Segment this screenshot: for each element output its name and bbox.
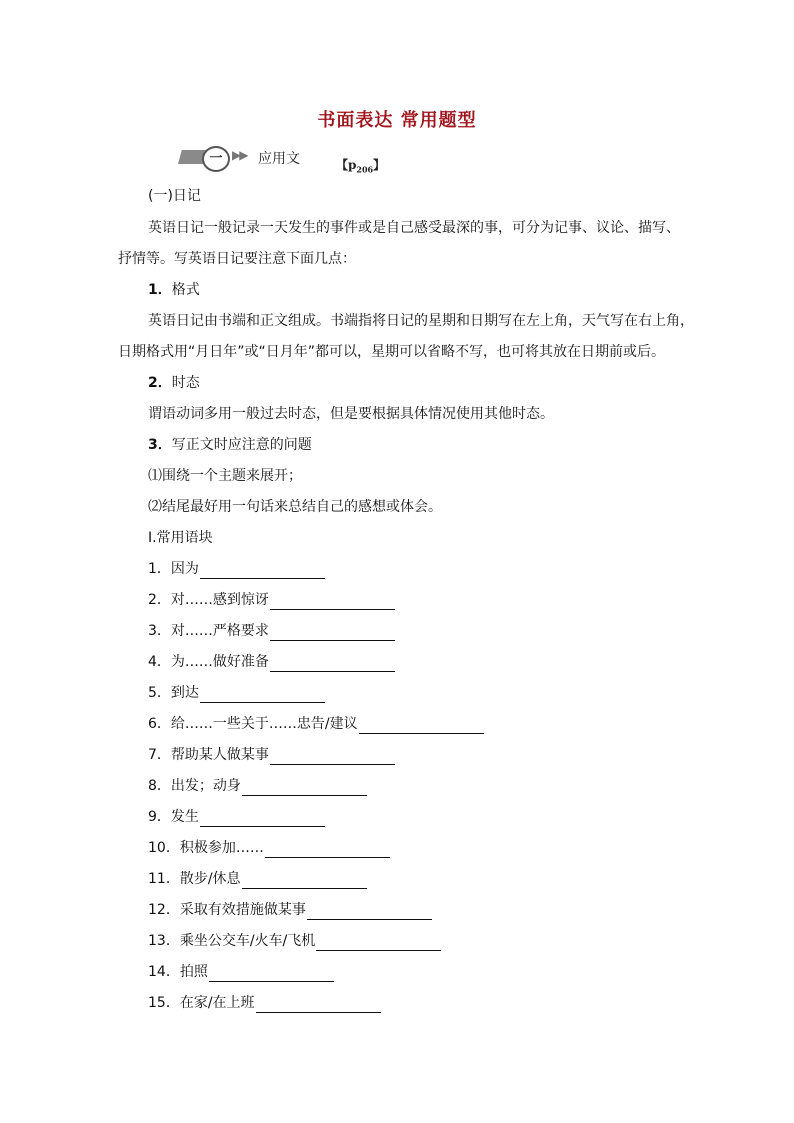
answer-blank[interactable]	[270, 749, 395, 765]
phrase-item: 9．发生	[148, 807, 325, 827]
answer-blank[interactable]	[200, 687, 325, 703]
point-body: ⑴围绕一个主题来展开；	[148, 468, 302, 484]
banner-label: 应用文	[258, 151, 300, 167]
banner-number: 一	[202, 146, 230, 172]
answer-blank[interactable]	[200, 563, 325, 579]
answer-blank[interactable]	[359, 718, 484, 734]
answer-blank[interactable]	[265, 842, 390, 858]
point-body: 英语日记由书端和正文组成。书端指将日记的星期和日期写在左上角，天气写在右上角，	[148, 313, 694, 329]
phrase-item: 5．到达	[148, 683, 325, 703]
point-body: 日期格式用“月日年”或“日月年”都可以，星期可以省略不写，也可将其放在日期前或后。	[118, 344, 666, 360]
answer-blank[interactable]	[307, 904, 432, 920]
section-banner	[178, 146, 438, 170]
phrase-item: 14．拍照	[148, 962, 334, 982]
phrase-item: 13．乘坐公交车/火车/飞机	[148, 931, 441, 951]
intro-line: 英语日记一般记录一天发生的事件或是自己感受最深的事，可分为记事、议论、描写、	[148, 220, 680, 236]
phrase-item: 4．为……做好准备	[148, 652, 395, 672]
point-heading: 1．格式	[148, 282, 200, 298]
intro-line: 抒情等。写英语日记要注意下面几点：	[118, 251, 356, 267]
answer-blank[interactable]	[270, 656, 395, 672]
phrase-item: 15．在家/在上班	[148, 993, 381, 1013]
page-title: 书面表达 常用题型	[317, 110, 477, 131]
phrase-item: 7．帮助某人做某事	[148, 745, 395, 765]
phrase-item: 2．对……感到惊讶	[148, 590, 395, 610]
page-reference: 【$p_{206}$】	[336, 158, 386, 175]
point-heading: 2．时态	[148, 375, 200, 391]
answer-blank[interactable]	[242, 873, 367, 889]
answer-blank[interactable]	[200, 811, 325, 827]
answer-blank[interactable]	[270, 594, 395, 610]
phrase-item: 1．因为	[148, 559, 325, 579]
section-heading: (一)日记	[148, 188, 201, 204]
phrases-heading: Ⅰ.常用语块	[148, 530, 213, 546]
answer-blank[interactable]	[270, 625, 395, 641]
phrase-item: 3．对……严格要求	[148, 621, 395, 641]
answer-blank[interactable]	[256, 997, 381, 1013]
phrase-item: 6．给……一些关于……忠告/建议	[148, 714, 484, 734]
phrase-item: 10．积极参加……	[148, 838, 390, 858]
answer-blank[interactable]	[242, 780, 367, 796]
answer-blank[interactable]	[316, 935, 441, 951]
point-heading: 3．写正文时应注意的问题	[148, 437, 312, 453]
phrase-item: 8．出发；动身	[148, 776, 367, 796]
point-body: 谓语动词多用一般过去时态，但是要根据具体情况使用其他时态。	[148, 406, 554, 422]
phrase-item: 11．散步/休息	[148, 869, 367, 889]
double-arrow-icon: ▶▶	[232, 148, 247, 162]
point-body: ⑵结尾最好用一句话来总结自己的感想或体会。	[148, 499, 442, 515]
phrase-item: 12．采取有效措施做某事	[148, 900, 432, 920]
answer-blank[interactable]	[209, 966, 334, 982]
